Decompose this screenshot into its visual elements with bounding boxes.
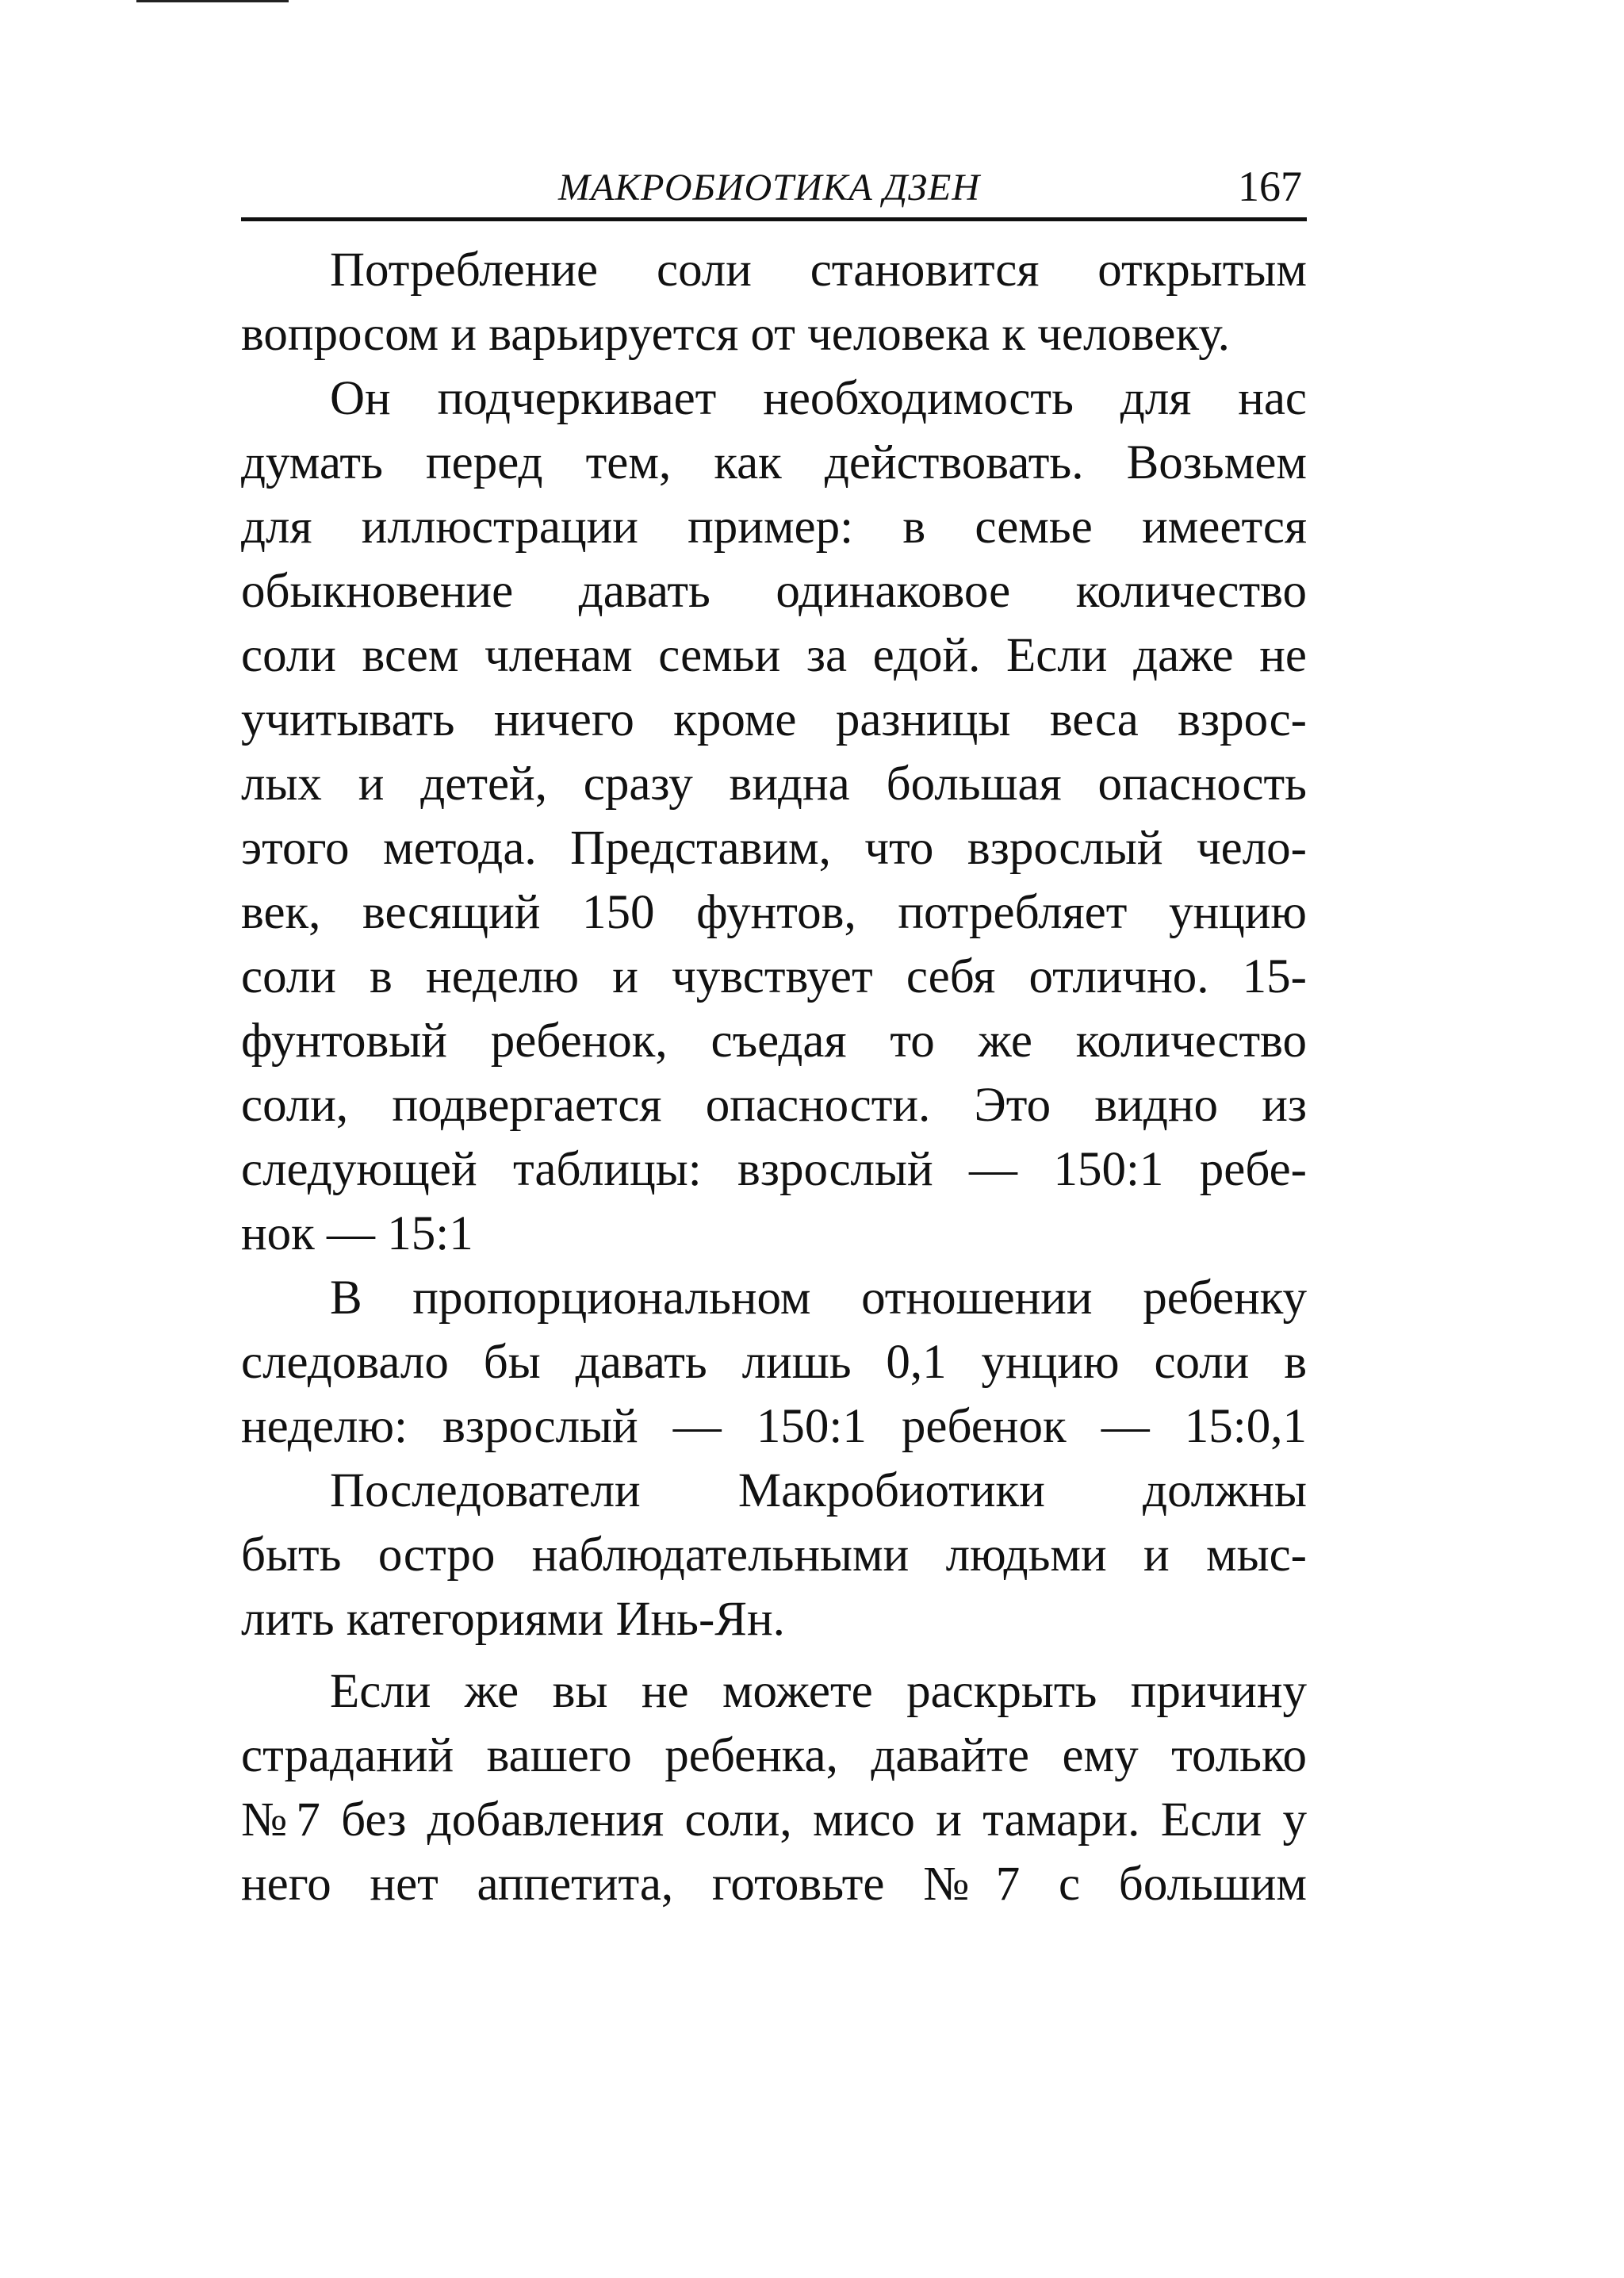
text-line: Он подчеркивает необходимость для нас [330, 372, 1307, 425]
text-line: №7 без добавления соли, мисо и тамари. Если у [241, 1793, 1307, 1847]
text-line: век, весящий 150 фунтов, потребляет унцию [241, 886, 1307, 939]
text-line: него нет аппетита, готовьте №7 с большим [241, 1858, 1307, 1911]
running-title: МАКРОБИОТИКА ДЗЕН [558, 167, 981, 209]
text-line: Если же вы не можете раскрыть причину [330, 1665, 1307, 1718]
text-line: страданий вашего ребенка, давайте ему только [241, 1729, 1307, 1782]
text-line: неделю: взрослый — 150:1 ребенок — 15:0,1 [241, 1400, 1307, 1453]
page-number: 167 [1238, 163, 1302, 210]
text-line: следующей таблицы: взрослый — 150:1 ребе- [241, 1143, 1307, 1196]
text-line: вопросом и варьируется от человека к человеку. [241, 308, 1230, 361]
scan-edge-mark [136, 0, 289, 2]
text-line: обыкновение давать одинаковое количество [241, 565, 1307, 618]
text-line: соли всем членам семьи за едой. Если даже не [241, 629, 1307, 682]
text-line: следовало бы давать лишь 0,1 унцию соли в [241, 1336, 1307, 1389]
text-line: учитывать ничего кроме разницы веса взрос- [241, 693, 1307, 746]
text-line: этого метода. Представим, что взрослый чело- [241, 822, 1307, 875]
text-line: думать перед тем, как действовать. Возьмем [241, 436, 1307, 489]
text-line: для иллюстрации пример: в семье имеется [241, 500, 1307, 554]
text-line: В пропорциональном отношении ребенку [330, 1271, 1307, 1325]
text-line: Потребление соли становится открытым [330, 244, 1307, 297]
text-line: быть остро наблюдательными людьми и мыс- [241, 1528, 1307, 1582]
body-text [241, 238, 1307, 1916]
text-line: соли в неделю и чувствует себя отлично. 15- [241, 950, 1307, 1003]
text-line: нок — 15:1 [241, 1207, 473, 1260]
running-header [241, 151, 1307, 221]
text-line: лить категориями Инь-Ян. [241, 1593, 785, 1646]
text-line: фунтовый ребенок, съедая то же количество [241, 1014, 1307, 1068]
text-line: соли, подвергается опасности. Это видно из [241, 1079, 1307, 1132]
text-line: Последователи Макробиотики должны [330, 1464, 1307, 1517]
text-line: лых и детей, сразу видна большая опасность [241, 757, 1307, 811]
